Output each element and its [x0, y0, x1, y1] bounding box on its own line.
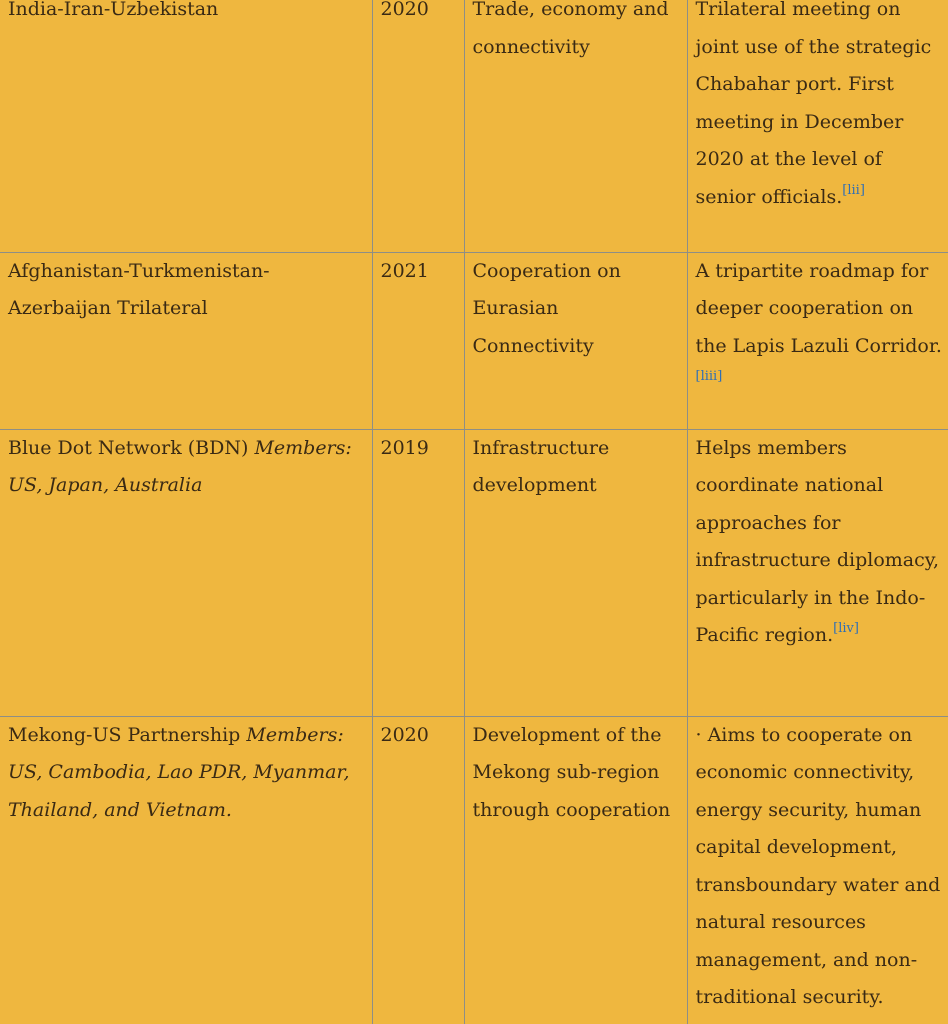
- partnership-name: Blue Dot Network (BDN): [8, 436, 255, 459]
- table-row: [0, 429, 948, 716]
- partnership-name-cell: [0, 252, 372, 429]
- year-value: 2019: [380, 436, 429, 459]
- table-row: [0, 0, 948, 252]
- year-value: 2020: [380, 723, 429, 746]
- focus-cell: [464, 252, 687, 429]
- partnership-name: Afghanistan-Turkmenistan-Azerbaijan Trilateral: [8, 259, 270, 319]
- members-list: US, Cambodia, Lao PDR, Myanmar, Thailand, and Vietnam.: [8, 761, 350, 821]
- table-row: [0, 252, 948, 429]
- partnership-name-cell: [0, 0, 372, 252]
- focus-cell: [464, 0, 687, 252]
- year-value: 2021: [380, 259, 429, 282]
- partnership-name: Mekong-US Partnership: [8, 723, 247, 746]
- focus-text: Trade, economy and connectivity: [472, 0, 669, 58]
- members-label: Members:: [246, 723, 344, 746]
- footnote-reference-link[interactable]: [liii]: [695, 369, 723, 384]
- partnership-name: India-Iran-Uzbekistan: [8, 0, 219, 20]
- description-text: A tripartite roadmap for deeper cooperation on the Lapis Lazuli Corridor.: [695, 259, 942, 357]
- focus-text: Cooperation on Eurasian Connectivity: [472, 259, 621, 357]
- description-text: · Aims to cooperate on economic connectivity, energy security, human capital development, transboundary water and natural resources management, and non-traditional security.: [695, 723, 941, 1008]
- description-text: Trilateral meeting on joint use of the strategic Chabahar port. First meeting in December 2020 at the level of senior officials.: [695, 0, 932, 208]
- members-list: US, Japan, Australia: [8, 474, 203, 496]
- focus-text: Development of the Mekong sub-region through cooperation: [472, 723, 671, 821]
- year-cell: [372, 716, 464, 1024]
- members-label: Members:: [254, 436, 352, 459]
- footnote-reference-link[interactable]: [liv]: [833, 621, 859, 636]
- focus-cell: [464, 716, 687, 1024]
- partnership-name-cell: [0, 716, 372, 1024]
- focus-text: Infrastructure development: [472, 436, 610, 496]
- description-cell: [687, 429, 948, 716]
- year-cell: [372, 0, 464, 252]
- year-value: 2020: [380, 0, 429, 20]
- year-cell: [372, 252, 464, 429]
- partnership-name-cell: [0, 429, 372, 716]
- focus-cell: [464, 429, 687, 716]
- year-cell: [372, 429, 464, 716]
- description-cell: [687, 252, 948, 429]
- description-cell: [687, 716, 948, 1024]
- description-cell: [687, 0, 948, 252]
- table-row: [0, 716, 948, 1024]
- description-text: Helps members coordinate national approaches for infrastructure diplomacy, particularly in the Indo-Pacific region.: [695, 436, 939, 646]
- footnote-reference-link[interactable]: [lii]: [842, 182, 865, 198]
